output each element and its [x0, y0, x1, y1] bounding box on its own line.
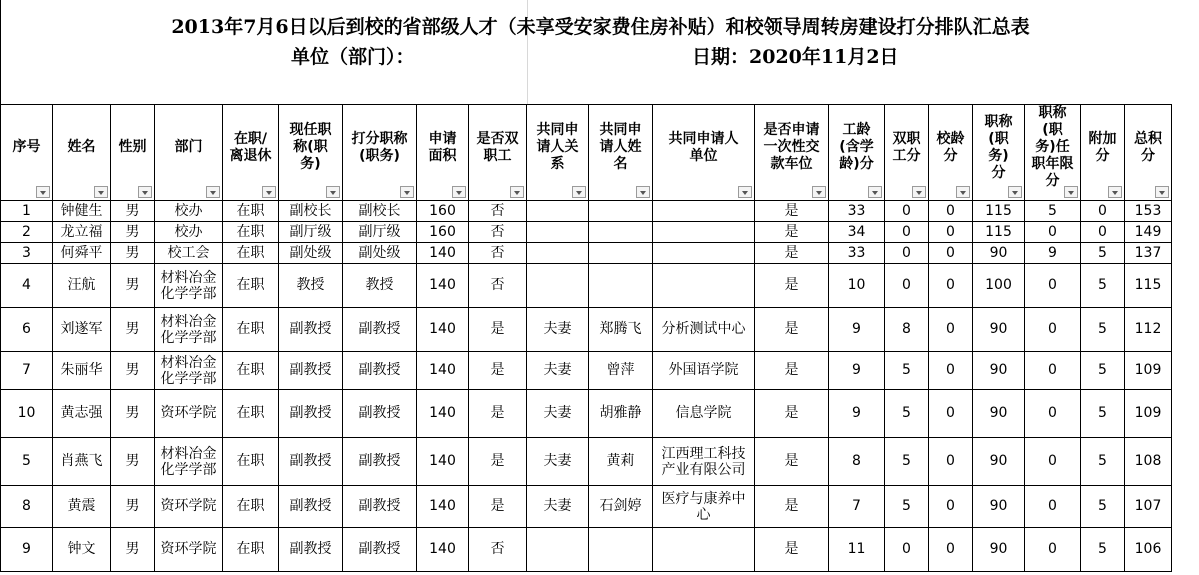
table-cell[interactable]: 副教授 [343, 308, 417, 352]
column-header [417, 105, 469, 201]
column-header [469, 105, 527, 201]
table-cell[interactable] [653, 264, 755, 308]
table-cell[interactable]: 男 [111, 308, 155, 352]
table-cell[interactable]: 0 [885, 243, 929, 264]
table-row [1, 528, 1172, 572]
table-cell[interactable]: 材料冶金 化学学部 [155, 438, 223, 486]
table-cell[interactable]: 在职 [223, 528, 279, 572]
table-cell[interactable]: 109 [1125, 390, 1172, 438]
table-cell[interactable]: 夫妻 [527, 352, 589, 390]
column-header-label: 部门 [174, 139, 203, 155]
table-row [1, 352, 1172, 390]
table-cell[interactable]: 112 [1125, 308, 1172, 352]
column-header-label: 现任职 称(职 务) [289, 122, 332, 172]
table-cell[interactable]: 在职 [223, 201, 279, 222]
table-cell[interactable]: 是 [755, 486, 829, 528]
table-cell[interactable]: 在职 [223, 243, 279, 264]
table-cell[interactable]: 140 [417, 243, 469, 264]
title-area [0, 0, 1199, 104]
column-header-label: 申请 面积 [428, 130, 457, 164]
table-cell[interactable]: 0 [929, 308, 973, 352]
table-cell[interactable] [527, 264, 589, 308]
table-cell[interactable]: 0 [1081, 201, 1125, 222]
table-cell[interactable]: 是 [755, 390, 829, 438]
table-cell[interactable]: 8 [1, 486, 53, 528]
table-body [1, 201, 1172, 572]
column-header-label: 是否双 职工 [476, 130, 519, 164]
column-header-label: 在职/ 离退休 [229, 130, 272, 164]
table-cell[interactable]: 10 [829, 264, 885, 308]
table-cell[interactable]: 140 [417, 438, 469, 486]
table-cell[interactable]: 汪航 [53, 264, 111, 308]
table-cell[interactable]: 90 [973, 438, 1025, 486]
table-cell[interactable]: 郑腾飞 [589, 308, 653, 352]
table-cell[interactable]: 材料冶金 化学学部 [155, 308, 223, 352]
column-header-label: 共同申 请人姓 名 [599, 122, 642, 172]
table-cell[interactable]: 0 [1025, 438, 1081, 486]
table-cell[interactable]: 8 [885, 308, 929, 352]
column-header-label: 总积 分 [1134, 130, 1162, 164]
table-cell[interactable]: 5 [1081, 243, 1125, 264]
table-cell[interactable]: 是 [469, 308, 527, 352]
table-cell[interactable]: 副教授 [343, 438, 417, 486]
table-cell[interactable]: 副教授 [279, 486, 343, 528]
table-cell[interactable]: 115 [1125, 264, 1172, 308]
column-header-label: 共同申请人 单位 [668, 130, 739, 164]
table-cell[interactable]: 10 [1, 390, 53, 438]
summary-table [0, 104, 1172, 572]
table-cell[interactable]: 109 [1125, 352, 1172, 390]
table-row [1, 222, 1172, 243]
table-cell[interactable]: 夫妻 [527, 438, 589, 486]
column-header [343, 105, 417, 201]
column-header [53, 105, 111, 201]
table-cell[interactable]: 160 [417, 201, 469, 222]
table-cell[interactable]: 6 [1, 308, 53, 352]
column-header [527, 105, 589, 201]
table-cell[interactable]: 107 [1125, 486, 1172, 528]
table-cell[interactable]: 是 [469, 352, 527, 390]
filter-dropdown-icon[interactable] [510, 186, 524, 198]
table-cell[interactable]: 9 [1, 528, 53, 572]
table-cell[interactable]: 外国语学院 [653, 352, 755, 390]
table-cell[interactable]: 34 [829, 222, 885, 243]
table-cell[interactable]: 是 [755, 352, 829, 390]
filter-dropdown-icon[interactable] [912, 186, 926, 198]
table-cell[interactable] [589, 264, 653, 308]
column-header-label: 工龄 (含学 龄)分 [839, 122, 874, 172]
table-cell[interactable]: 校办 [155, 222, 223, 243]
table-cell[interactable]: 0 [929, 486, 973, 528]
table-cell[interactable]: 140 [417, 390, 469, 438]
column-header-label: 校龄 分 [936, 130, 965, 164]
table-cell[interactable] [589, 243, 653, 264]
table-cell[interactable]: 男 [111, 243, 155, 264]
table-cell[interactable]: 教授 [279, 264, 343, 308]
column-header [1125, 105, 1172, 201]
filter-dropdown-icon[interactable] [452, 186, 466, 198]
table-cell[interactable]: 胡雅静 [589, 390, 653, 438]
table-cell[interactable]: 石剑婷 [589, 486, 653, 528]
table-cell[interactable]: 副教授 [343, 486, 417, 528]
table-cell[interactable]: 11 [829, 528, 885, 572]
filter-dropdown-icon[interactable] [868, 186, 882, 198]
table-cell[interactable]: 分析测试中心 [653, 308, 755, 352]
filter-dropdown-icon[interactable] [1064, 186, 1078, 198]
table-cell[interactable]: 149 [1125, 222, 1172, 243]
table-row [1, 390, 1172, 438]
table-cell[interactable]: 0 [1025, 352, 1081, 390]
table-cell[interactable]: 男 [111, 486, 155, 528]
table-cell[interactable]: 夫妻 [527, 486, 589, 528]
table-cell[interactable]: 在职 [223, 264, 279, 308]
table-cell[interactable]: 男 [111, 264, 155, 308]
table-cell[interactable]: 5 [885, 390, 929, 438]
table-cell[interactable]: 刘遂军 [53, 308, 111, 352]
column-header [653, 105, 755, 201]
table-cell[interactable]: 副教授 [279, 308, 343, 352]
column-header-label: 附加 分 [1088, 130, 1117, 164]
table-cell[interactable] [653, 243, 755, 264]
table-cell[interactable]: 90 [973, 243, 1025, 264]
table-cell[interactable]: 4 [1, 264, 53, 308]
table-cell[interactable]: 0 [1025, 486, 1081, 528]
table-cell[interactable]: 曾萍 [589, 352, 653, 390]
table-cell[interactable]: 肖燕飞 [53, 438, 111, 486]
table-cell[interactable]: 是 [469, 438, 527, 486]
filter-dropdown-icon[interactable] [326, 186, 340, 198]
table-cell[interactable]: 在职 [223, 438, 279, 486]
table-cell[interactable]: 否 [469, 264, 527, 308]
table-cell[interactable]: 副教授 [279, 528, 343, 572]
table-cell[interactable]: 0 [929, 243, 973, 264]
table-cell[interactable] [589, 222, 653, 243]
table-cell[interactable] [527, 528, 589, 572]
column-header [279, 105, 343, 201]
column-header-label: 职称 (职 务)任 职年限 分 [1031, 105, 1074, 189]
unit-label: 单位（部门）： [291, 46, 415, 68]
table-cell[interactable]: 是 [469, 390, 527, 438]
table-cell[interactable]: 否 [469, 201, 527, 222]
table-cell[interactable]: 在职 [223, 486, 279, 528]
column-header-label: 共同申 请人关 系 [536, 122, 579, 172]
table-cell[interactable]: 是 [755, 308, 829, 352]
table-cell[interactable]: 9 [829, 352, 885, 390]
table-cell[interactable]: 医疗与康养中 心 [653, 486, 755, 528]
table-cell[interactable]: 90 [973, 390, 1025, 438]
table-cell[interactable]: 90 [973, 352, 1025, 390]
table-cell[interactable]: 140 [417, 264, 469, 308]
table-cell[interactable]: 0 [929, 264, 973, 308]
column-header [1, 105, 53, 201]
table-cell[interactable]: 副厅级 [279, 222, 343, 243]
table-cell[interactable]: 龙立福 [53, 222, 111, 243]
table-cell[interactable]: 副处级 [343, 243, 417, 264]
column-header [155, 105, 223, 201]
date-label: 日期：2020年11月2日 [692, 46, 899, 68]
table-cell[interactable]: 5 [885, 438, 929, 486]
table-cell[interactable]: 0 [885, 201, 929, 222]
column-header [1081, 105, 1125, 201]
filter-dropdown-icon[interactable] [1008, 186, 1022, 198]
table-row [1, 486, 1172, 528]
filter-dropdown-icon[interactable] [36, 186, 50, 198]
table-cell[interactable]: 男 [111, 222, 155, 243]
column-header [223, 105, 279, 201]
column-header-label: 打分职称 (职务) [351, 130, 408, 164]
table-cell[interactable]: 100 [973, 264, 1025, 308]
table-cell[interactable]: 夫妻 [527, 308, 589, 352]
table-cell[interactable]: 115 [973, 201, 1025, 222]
table-cell[interactable]: 是 [755, 528, 829, 572]
table-cell[interactable]: 校工会 [155, 243, 223, 264]
table-cell[interactable]: 9 [829, 308, 885, 352]
table-cell[interactable]: 副教授 [343, 528, 417, 572]
table-cell[interactable]: 5 [1, 438, 53, 486]
table-cell[interactable] [527, 201, 589, 222]
table-cell[interactable]: 7 [1, 352, 53, 390]
filter-dropdown-icon[interactable] [572, 186, 586, 198]
filter-dropdown-icon[interactable] [956, 186, 970, 198]
table-cell[interactable]: 否 [469, 243, 527, 264]
column-header-label: 姓名 [67, 139, 96, 155]
table-cell[interactable] [527, 243, 589, 264]
table-cell[interactable]: 黄震 [53, 486, 111, 528]
table-cell[interactable]: 0 [1025, 528, 1081, 572]
table-cell[interactable]: 0 [929, 201, 973, 222]
table-cell[interactable]: 副厅级 [343, 222, 417, 243]
table-cell[interactable]: 副校长 [279, 201, 343, 222]
table-cell[interactable] [653, 222, 755, 243]
table-cell[interactable] [589, 201, 653, 222]
table-cell[interactable]: 资环学院 [155, 486, 223, 528]
table-cell[interactable]: 1 [1, 201, 53, 222]
column-header [111, 105, 155, 201]
table-cell[interactable]: 是 [755, 264, 829, 308]
table-row [1, 264, 1172, 308]
table-cell[interactable]: 信息学院 [653, 390, 755, 438]
table-cell[interactable]: 5 [1025, 201, 1081, 222]
table-row [1, 438, 1172, 486]
table-cell[interactable]: 在职 [223, 390, 279, 438]
table-cell[interactable]: 137 [1125, 243, 1172, 264]
table-cell[interactable]: 33 [829, 201, 885, 222]
table-cell[interactable]: 140 [417, 308, 469, 352]
table-cell[interactable]: 9 [829, 390, 885, 438]
table-cell[interactable]: 8 [829, 438, 885, 486]
table-cell[interactable]: 90 [973, 486, 1025, 528]
table-cell[interactable]: 5 [1081, 528, 1125, 572]
table-cell[interactable]: 夫妻 [527, 390, 589, 438]
table-cell[interactable]: 男 [111, 390, 155, 438]
table-cell[interactable]: 140 [417, 528, 469, 572]
table-cell[interactable]: 9 [1025, 243, 1081, 264]
table-cell[interactable]: 钟健生 [53, 201, 111, 222]
table-cell[interactable]: 是 [755, 222, 829, 243]
table-cell[interactable]: 0 [1025, 390, 1081, 438]
table-cell[interactable]: 0 [1025, 264, 1081, 308]
table-cell[interactable]: 0 [929, 390, 973, 438]
table-cell[interactable]: 黄莉 [589, 438, 653, 486]
filter-dropdown-icon[interactable] [94, 186, 108, 198]
filter-dropdown-icon[interactable] [1155, 186, 1169, 198]
table-cell[interactable]: 副教授 [279, 352, 343, 390]
header-row [1, 105, 1172, 201]
table-cell[interactable]: 副处级 [279, 243, 343, 264]
table-cell[interactable]: 副校长 [343, 201, 417, 222]
filter-dropdown-icon[interactable] [400, 186, 414, 198]
table-cell[interactable]: 副教授 [279, 390, 343, 438]
table-cell[interactable]: 材料冶金 化学学部 [155, 264, 223, 308]
table-cell[interactable]: 108 [1125, 438, 1172, 486]
column-header-label: 职称 (职 务) 分 [984, 113, 1013, 181]
filter-dropdown-icon[interactable] [262, 186, 276, 198]
table-cell[interactable]: 副教授 [279, 438, 343, 486]
table-cell[interactable]: 在职 [223, 222, 279, 243]
table-cell[interactable]: 115 [973, 222, 1025, 243]
table-cell[interactable]: 男 [111, 352, 155, 390]
table-cell[interactable]: 106 [1125, 528, 1172, 572]
table-cell[interactable]: 0 [929, 352, 973, 390]
column-header-label: 双职 工分 [892, 130, 921, 164]
table-cell[interactable]: 140 [417, 352, 469, 390]
table-cell[interactable]: 黄志强 [53, 390, 111, 438]
table-cell[interactable]: 7 [829, 486, 885, 528]
table-cell[interactable]: 0 [885, 222, 929, 243]
column-header [973, 105, 1025, 201]
column-header [885, 105, 929, 201]
column-header-label: 性别 [118, 139, 147, 155]
table-cell[interactable]: 33 [829, 243, 885, 264]
table-cell[interactable]: 是 [755, 201, 829, 222]
table-cell[interactable]: 是 [755, 243, 829, 264]
table-cell[interactable]: 0 [929, 528, 973, 572]
table-cell[interactable]: 钟文 [53, 528, 111, 572]
table-cell[interactable]: 在职 [223, 352, 279, 390]
table-cell[interactable]: 160 [417, 222, 469, 243]
filter-dropdown-icon[interactable] [636, 186, 650, 198]
table-row [1, 243, 1172, 264]
table-cell[interactable]: 副教授 [343, 352, 417, 390]
table-cell[interactable]: 0 [929, 222, 973, 243]
table-cell[interactable]: 5 [1081, 352, 1125, 390]
table-cell[interactable]: 否 [469, 528, 527, 572]
table-cell[interactable]: 教授 [343, 264, 417, 308]
table-cell[interactable]: 在职 [223, 308, 279, 352]
table-cell[interactable]: 副教授 [343, 390, 417, 438]
table-cell[interactable]: 男 [111, 438, 155, 486]
table-cell[interactable]: 0 [1025, 308, 1081, 352]
table-cell[interactable]: 0 [1025, 222, 1081, 243]
column-header-label: 序号 [12, 139, 41, 155]
table-cell[interactable]: 男 [111, 201, 155, 222]
table-cell[interactable]: 0 [885, 264, 929, 308]
table-cell[interactable]: 否 [469, 222, 527, 243]
table-cell[interactable]: 140 [417, 486, 469, 528]
table-cell[interactable]: 5 [1081, 264, 1125, 308]
table-cell[interactable]: 3 [1, 243, 53, 264]
table-cell[interactable]: 0 [1081, 222, 1125, 243]
sheet-title: 2013年7月6日以后到校的省部级人才（未享受安家费住房补贴）和校领导周转房建设打分排队汇总表 [171, 16, 1030, 38]
table-cell[interactable]: 5 [1081, 390, 1125, 438]
table-cell[interactable]: 5 [1081, 486, 1125, 528]
table-cell[interactable]: 90 [973, 528, 1025, 572]
table-cell[interactable] [589, 528, 653, 572]
column-header [929, 105, 973, 201]
table-cell[interactable]: 153 [1125, 201, 1172, 222]
filter-dropdown-icon[interactable] [206, 186, 220, 198]
table-cell[interactable]: 5 [1081, 308, 1125, 352]
column-header [755, 105, 829, 201]
column-header [829, 105, 885, 201]
table-cell[interactable]: 资环学院 [155, 390, 223, 438]
table-cell[interactable]: 90 [973, 308, 1025, 352]
column-header-label: 是否申请 一次性交 款车位 [763, 122, 820, 172]
table-cell[interactable]: 是 [469, 486, 527, 528]
table-cell[interactable]: 男 [111, 528, 155, 572]
filter-dropdown-icon[interactable] [1108, 186, 1122, 198]
table-cell[interactable]: 0 [885, 528, 929, 572]
table-cell[interactable]: 2 [1, 222, 53, 243]
table-cell[interactable]: 5 [1081, 438, 1125, 486]
table-cell[interactable]: 是 [755, 438, 829, 486]
table-cell[interactable]: 材料冶金 化学学部 [155, 352, 223, 390]
table-cell[interactable]: 5 [885, 486, 929, 528]
table-cell[interactable]: 江西理工科技 产业有限公司 [653, 438, 755, 486]
filter-dropdown-icon[interactable] [738, 186, 752, 198]
table-cell[interactable] [653, 201, 755, 222]
table-cell[interactable]: 0 [929, 438, 973, 486]
table-cell[interactable]: 何舜平 [53, 243, 111, 264]
table-row [1, 308, 1172, 352]
table-cell[interactable]: 校办 [155, 201, 223, 222]
filter-dropdown-icon[interactable] [138, 186, 152, 198]
table-cell[interactable]: 资环学院 [155, 528, 223, 572]
filter-dropdown-icon[interactable] [812, 186, 826, 198]
column-header [1025, 105, 1081, 201]
table-row [1, 201, 1172, 222]
table-cell[interactable]: 5 [885, 352, 929, 390]
table-cell[interactable] [527, 222, 589, 243]
column-header [589, 105, 653, 201]
table-cell[interactable] [653, 528, 755, 572]
table-cell[interactable]: 朱丽华 [53, 352, 111, 390]
